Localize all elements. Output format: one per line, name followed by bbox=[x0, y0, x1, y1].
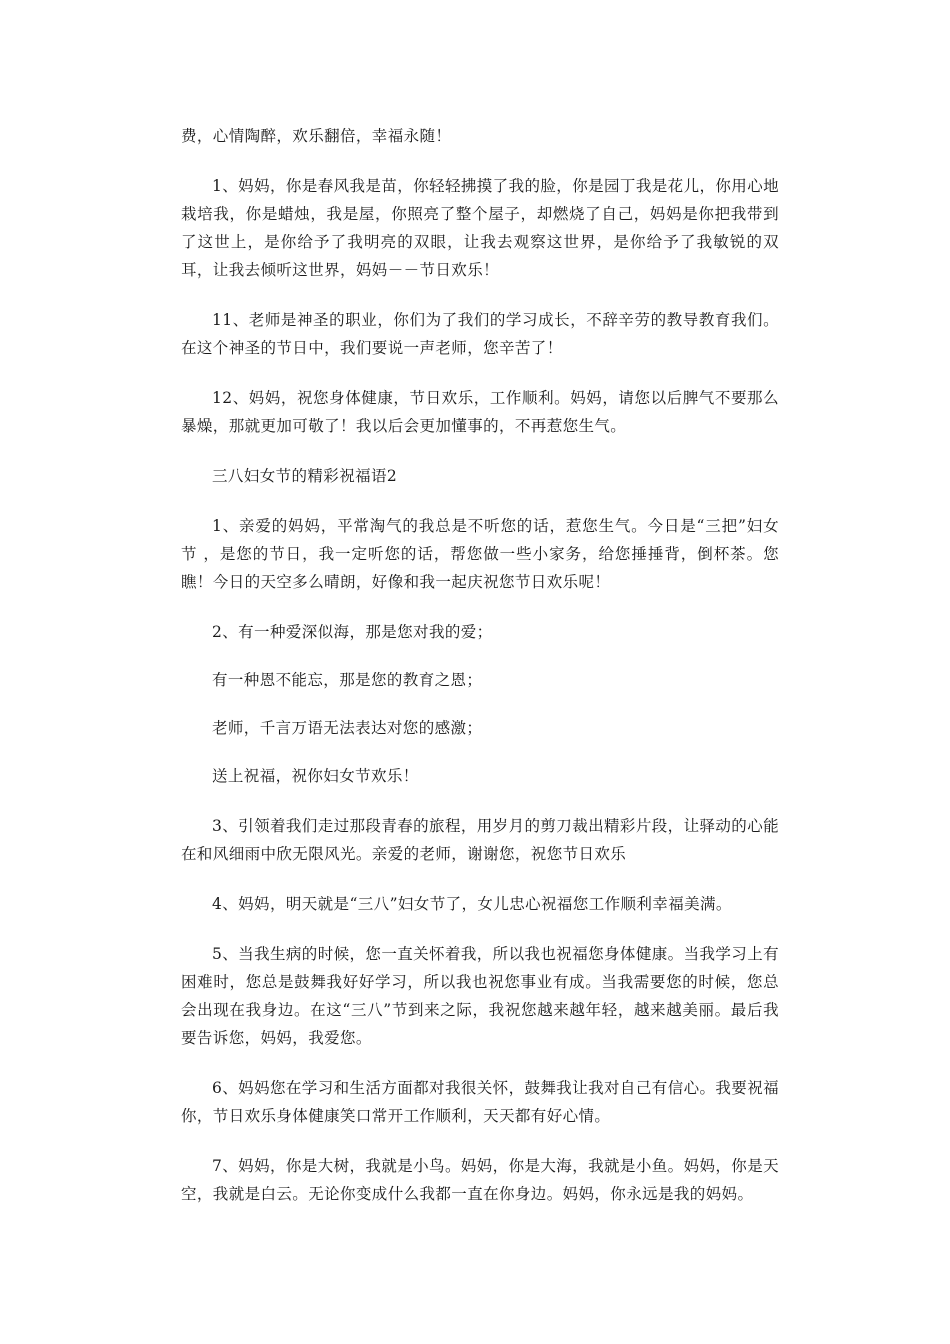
paragraph-item-1-dear-mother: 1、亲爱的妈妈，平常淘气的我总是不听您的话，惹您生气。今日是“三把”妇女节 ，是您的节日，我一定听您的话，帮您做一些小家务，给您捶捶背，倒杯茶。您瞧！今日的天空多么晴朗，好像和我一起庆祝您节日欢乐呢！ bbox=[181, 517, 779, 591]
paragraph-item-2-line-4: 送上祝福，祝你妇女节欢乐！ bbox=[212, 767, 419, 785]
paragraph-continuation: 费，心情陶醉，欢乐翻倍，幸福永随！ bbox=[181, 127, 452, 145]
paragraph-item-12-mother: 12、妈妈，祝您身体健康，节日欢乐，工作顺利。妈妈，请您以后脾气不要那么暴燥，那就更加可敬了！我以后会更加懂事的，不再惹您生气。 bbox=[181, 389, 779, 435]
section-heading: 三八妇女节的精彩祝福语2 bbox=[212, 467, 398, 485]
paragraph-item-11-teacher: 11、老师是神圣的职业，你们为了我们的学习成长，不辞辛劳的教导教育我们。在这个神圣的节日中，我们要说一声老师，您辛苦了！ bbox=[181, 311, 779, 357]
paragraph-item-4-mother: 4、妈妈，明天就是“三八”妇女节了，女儿忠心祝福您工作顺利幸福美满。 bbox=[212, 895, 732, 913]
paragraph-item-6-mother: 6、妈妈您在学习和生活方面都对我很关怀，鼓舞我让我对自己有信心。我要祝福你，节日欢乐身体健康笑口常开工作顺利，天天都有好心情。 bbox=[181, 1079, 779, 1125]
paragraph-item-1-mother: 1、妈妈，你是春风我是苗，你轻轻拂摸了我的脸，你是园丁我是花儿，你用心地栽培我，你是蜡烛，我是屋，你照亮了整个屋子，却燃烧了自己，妈妈是你把我带到了这世上，是你给予了我明亮的双眼，让我去观察这世界，是你给予了我敏锐的双耳，让我去倾听这世界，妈妈－－节日欢乐！ bbox=[181, 177, 779, 279]
paragraph-item-2-line-1: 2、有一种爱深似海，那是您对我的爱； bbox=[212, 623, 493, 641]
paragraph-item-5-mother: 5、当我生病的时候，您一直关怀着我，所以我也祝福您身体健康。当我学习上有困难时，您总是鼓舞我好好学习，所以我也祝您事业有成。当我需要您的时候，您总会出现在我身边。在这“三八”节到来之际，我祝您越来越年轻，越来越美丽。最后我要告诉您，妈妈，我爱您。 bbox=[181, 945, 779, 1047]
document-body bbox=[181, 122, 779, 1230]
paragraph-item-3-teacher: 3、引领着我们走过那段青春的旅程，用岁月的剪刀裁出精彩片段，让驿动的心能在和风细雨中欣无限风光。亲爱的老师，谢谢您，祝您节日欢乐 bbox=[181, 817, 779, 863]
paragraph-item-2-line-2: 有一种恩不能忘，那是您的教育之恩； bbox=[212, 671, 483, 689]
paragraph-item-7-mother: 7、妈妈，你是大树，我就是小鸟。妈妈，你是大海，我就是小鱼。妈妈，你是天空，我就是白云。无论你变成什么我都一直在你身边。妈妈，你永远是我的妈妈。 bbox=[181, 1157, 779, 1203]
paragraph-item-2-line-3: 老师，千言万语无法表达对您的感激； bbox=[212, 719, 483, 737]
